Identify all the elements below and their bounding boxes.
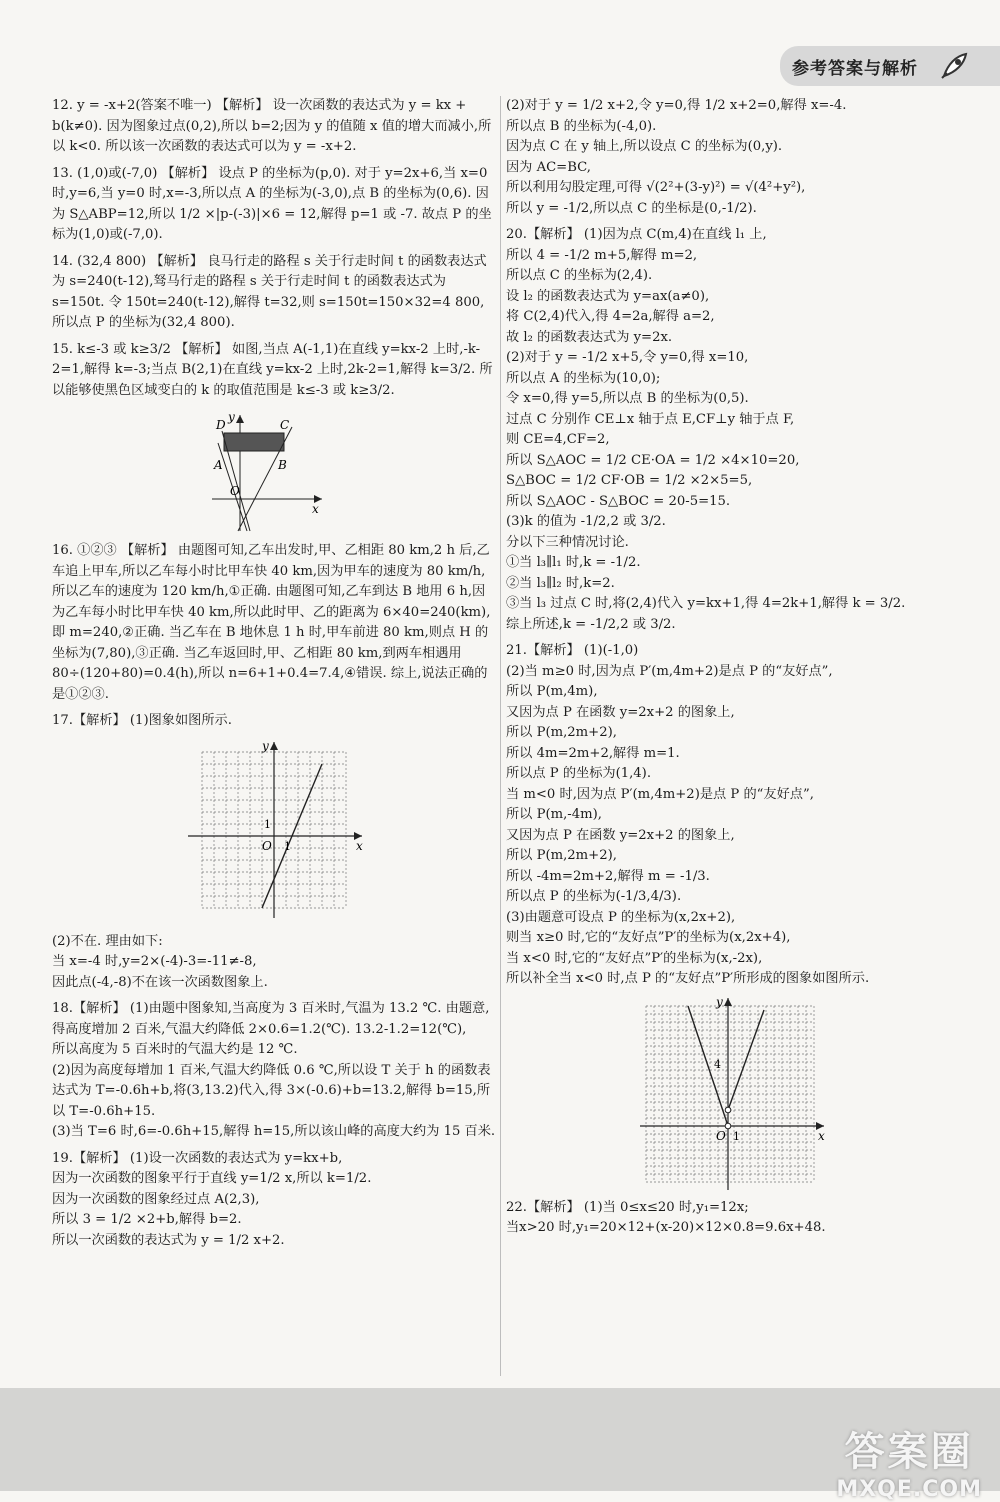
r-line-40: 则当 x≥0 时,它的“友好点”P′的坐标为(x,2x+4), [506, 930, 791, 945]
r-line-31: 所以 4m=2m+2,解得 m=1. [506, 745, 680, 761]
figure-21 [506, 996, 951, 1192]
answer-18-1: 所以高度为 5 百米时的气温大约是 12 ℃. [52, 1042, 298, 1057]
fig15-label-o: O [230, 484, 240, 498]
r-line-11: 故 l₂ 的函数表达式为 y=2x. [506, 329, 673, 345]
answer-17-2: (2)不在. 理由如下: [52, 933, 163, 949]
r-line-14: 令 x=0,得 y=5,所以点 B 的坐标为(0,5). [506, 391, 749, 406]
rocket-icon [938, 50, 970, 82]
r-line-9: 设 l₂ 的函数表达式为 y=ax(a≠0), [506, 288, 710, 304]
r-line-5: 所以 y = -1/2,所以点 C 的坐标是(0,-1/2). [506, 200, 757, 216]
answer-16: 16. ①②③ 【解析】 由题图可知,乙车出发时,甲、乙相距 80 km,2 h 后,乙车追上甲车,所以乙车每小时比甲车快 40 km,因为甲车的速度为 80 km/h,所以乙车的速度为 120 km/h,①正确. 由题图可知,乙车到达 B 地用 6 h,因为乙车每小时比甲车快 40 km,所以此时甲、乙的距离为 6×40=240(km),即 m=240,②正确. 当乙车在 B 地休息 1 h 时,甲车前进 80 km,则点 H 的坐标为(7,80),③正确. 当乙车返回时,甲、乙相距 80 km,到两车相遇用 80÷(120+80)=0.4(h),所以 n=6+1+0.4=7.4,④错误. 综上,说法正确的是①②③. [52, 543, 491, 702]
answer-19: 19.【解析】 (1)设一次函数的表达式为 y=kx+b, [52, 1150, 343, 1166]
fig17-label-1x: 1 [284, 839, 291, 853]
fig15-label-b: B [278, 458, 287, 472]
answer-22: 22.【解析】 (1)当 0≤x≤20 时,y₁=12x; [506, 1199, 749, 1215]
r-line-29: 又因为点 P 在函数 y=2x+2 的图象上, [506, 704, 735, 720]
column-divider [500, 96, 501, 1376]
fig15-label-c: C [280, 418, 290, 432]
r-line-16: 则 CE=4,CF=2, [506, 432, 610, 447]
fig15-label-x: x [312, 502, 319, 516]
r-line-23: ②当 l₃∥l₂ 时,k=2. [506, 575, 615, 591]
r-line-33: 当 m<0 时,因为点 P′(m,4m+2)是点 P 的“友好点”, [506, 786, 814, 802]
r-line-3: 因为 AC=BC, [506, 159, 591, 175]
answer-17-4: 因此点(-4,-8)不在该一次函数图象上. [52, 974, 268, 990]
r-line-39: (3)由题意可设点 P 的坐标为(x,2x+2), [506, 909, 736, 925]
r-line-17: 所以 S△AOC = 1/2 CE·OA = 1/2 ×4×10=20, [506, 452, 800, 468]
r-line-7: 所以 4 = -1/2 m+5,解得 m=2, [506, 247, 698, 263]
fig17-label-o: O [262, 838, 272, 853]
answer-13: 13. (1,0)或(-7,0) 【解析】 设点 P 的坐标为(p,0). 对于 y=2x+6,当 x=0 时,y=6,当 y=0 时,x=-3,所以点 A 的坐标为(-3,0),点 B 的坐标为(0,6). 因为 S△ABP=12,所以 1/2 ×|p-(-3)|×6 = 12,解得 p=1 或 -7. 故点 P 的坐标为(1,0)或(-7,0). [52, 165, 492, 242]
figure-15-graph [52, 407, 497, 535]
answer-20: 20.【解析】 (1)因为点 C(m,4)在直线 l₁ 上, [506, 227, 767, 242]
right-column [506, 96, 951, 1239]
answer-19-1: 因为一次函数的图象平行于直线 y=1/2 x,所以 k=1/2. [52, 1171, 372, 1186]
r-line-15: 过点 C 分别作 CE⊥x 轴于点 E,CF⊥y 轴于点 F, [506, 411, 795, 427]
r-line-12: (2)对于 y = -1/2 x+5,令 y=0,得 x=10, [506, 350, 749, 365]
r-line-30: 所以 P(m,2m+2), [506, 725, 617, 740]
r-line-8: 所以点 C 的坐标为(2,4). [506, 268, 653, 283]
watermark-url: MXQE.COM [836, 1477, 982, 1502]
r-line-42: 所以补全当 x<0 时,点 P 的“友好点”P′所形成的图象如图所示. [506, 971, 870, 986]
answer-19-4: 所以一次函数的表达式为 y = 1/2 x+2. [52, 1232, 285, 1248]
r-line-1: 所以点 B 的坐标为(-4,0). [506, 118, 657, 134]
r-line-21: 分以下三种情况讨论. [506, 534, 629, 550]
fig21-label-o: O [716, 1128, 726, 1143]
r-line-13: 所以点 A 的坐标为(10,0); [506, 370, 661, 386]
fig21-label-x: x [818, 1128, 825, 1143]
fig17-label-1y: 1 [264, 817, 271, 831]
answer-15: 15. k≤-3 或 k≥3/2 【解析】 如图,当点 A(-1,1)在直线 y=kx-2 上时,-k-2=1,解得 k=-3;当点 B(2,1)在直线 y=kx-2 上时,2k-2=1,解得 k=3/2. 所以能够使黑色区域变白的 k 的取值范围是 k≤-3 或 k≥3/2. [52, 341, 493, 398]
left-column [52, 96, 497, 1251]
r-line-37: 所以 -4m=2m+2,解得 m = -1/3. [506, 868, 710, 884]
r-line-24: ③当 l₃ 过点 C 时,将(2,4)代入 y=kx+1,得 4=2k+1,解得 k = 3/2. [506, 596, 906, 611]
r-line-35: 又因为点 P 在函数 y=2x+2 的图象上, [506, 827, 735, 843]
r-line-2: 因为点 C 在 y 轴上,所以设点 C 的坐标为(0,y). [506, 139, 783, 154]
header-title: 参考答案与解析 [792, 59, 918, 79]
r-line-34: 所以 P(m,-4m), [506, 807, 602, 822]
r-line-4: 所以利用勾股定理,可得 √(2²+(3-y)²) = √(4²+y²), [506, 180, 806, 195]
r-line-19: 所以 S△AOC - S△BOC = 20-5=15. [506, 493, 731, 509]
fig21-label-1: 1 [733, 1129, 740, 1143]
r-line-0: (2)对于 y = 1/2 x+2,令 y=0,得 1/2 x+2=0,解得 x=-4. [506, 98, 847, 113]
r-line-25: 综上所述,k = -1/2,2 或 3/2. [506, 616, 676, 632]
answer-18-2: (2)因为高度每增加 1 百米,气温大约降低 0.6 ℃,所以设 T 关于 h 的函数表达式为 T=-0.6h+b,将(3,13.2)代入,得 3×(-0.6)+b=13.2,解得 b=15,所以 T=-0.6h+15. [52, 1062, 491, 1119]
answer-12: 12. y = -x+2(答案不唯一) 【解析】 设一次函数的表达式为 y = kx + b(k≠0). 因为图象过点(0,2),所以 b=2;因为 y 的值随 x 值的增大而减小,所以 k<0. 所以该一次函数的表达式可以为 y = -x+2. [52, 98, 492, 154]
r-line-27: (2)当 m≥0 时,因为点 P′(m,4m+2)是点 P 的“友好点”, [506, 663, 833, 679]
r-line-20: (3)k 的值为 -1/2,2 或 3/2. [506, 514, 666, 529]
figure-15 [52, 407, 497, 535]
r-line-44: 当x>20 时,y₁=20×12+(x-20)×12×0.8=9.6x+48. [506, 1220, 826, 1235]
r-line-32: 所以点 P 的坐标为(1,4). [506, 766, 652, 781]
fig15-label-y: y [228, 410, 235, 424]
r-line-10: 将 C(2,4)代入,得 4=2a,解得 a=2, [506, 309, 715, 324]
answer-19-2: 因为一次函数的图象经过点 A(2,3), [52, 1191, 260, 1207]
fig21-label-y: y [716, 995, 723, 1009]
figure-17-graph [52, 738, 497, 926]
r-line-38: 所以点 P 的坐标为(-1/3,4/3). [506, 889, 682, 904]
answer-21: 21.【解析】 (1)(-1,0) [506, 643, 639, 658]
fig21-label-4: 4 [714, 1057, 721, 1071]
r-line-41: 当 x<0 时,它的“友好点”P′的坐标为(x,-2x), [506, 950, 763, 966]
r-line-18: S△BOC = 1/2 CF·OB = 1/2 ×2×5=5, [506, 473, 753, 488]
figure-21-graph [506, 996, 951, 1192]
fig17-label-y: y [262, 738, 269, 753]
r-line-22: ①当 l₃∥l₁ 时,k = -1/2. [506, 555, 641, 570]
fig15-label-a: A [214, 458, 223, 472]
fig15-label-d: D [216, 418, 226, 432]
answer-17-3: 当 x=-4 时,y=2×(-4)-3=-11≠-8, [52, 954, 257, 969]
answer-19-3: 所以 3 = 1/2 ×2+b,解得 b=2. [52, 1212, 242, 1227]
answer-18: 18.【解析】 (1)由题中图象知,当高度为 3 百米时,气温为 13.2 ℃. 由题意,得高度增加 2 百米,气温大约降低 2×0.6=1.2(℃). 13.2-1.2=12(℃), [52, 1001, 490, 1037]
figure-17 [52, 738, 497, 926]
r-line-36: 所以 P(m,2m+2), [506, 848, 617, 863]
answer-18-3: (3)当 T=6 时,6=-0.6h+15,解得 h=15,所以该山峰的高度大约为 15 百米. [52, 1124, 496, 1139]
watermark [836, 1420, 982, 1502]
answer-17: 17.【解析】 (1)图象如图所示. [52, 713, 232, 728]
r-line-28: 所以 P(m,4m), [506, 684, 598, 699]
watermark-logo: 答案圈 [844, 1429, 974, 1475]
fig17-label-x: x [356, 838, 363, 853]
answer-14: 14. (32,4 800) 【解析】 良马行走的路程 s 关于行走时间 t 的函数表达式为 s=240(t-12),驽马行走的路程 s 关于行走时间 t 的函数表达式为 s=150t. 令 150t=240(t-12),解得 t=32,则 s=150t=150×32=4 800,所以点 P 的坐标为(32,4 800). [52, 253, 487, 330]
